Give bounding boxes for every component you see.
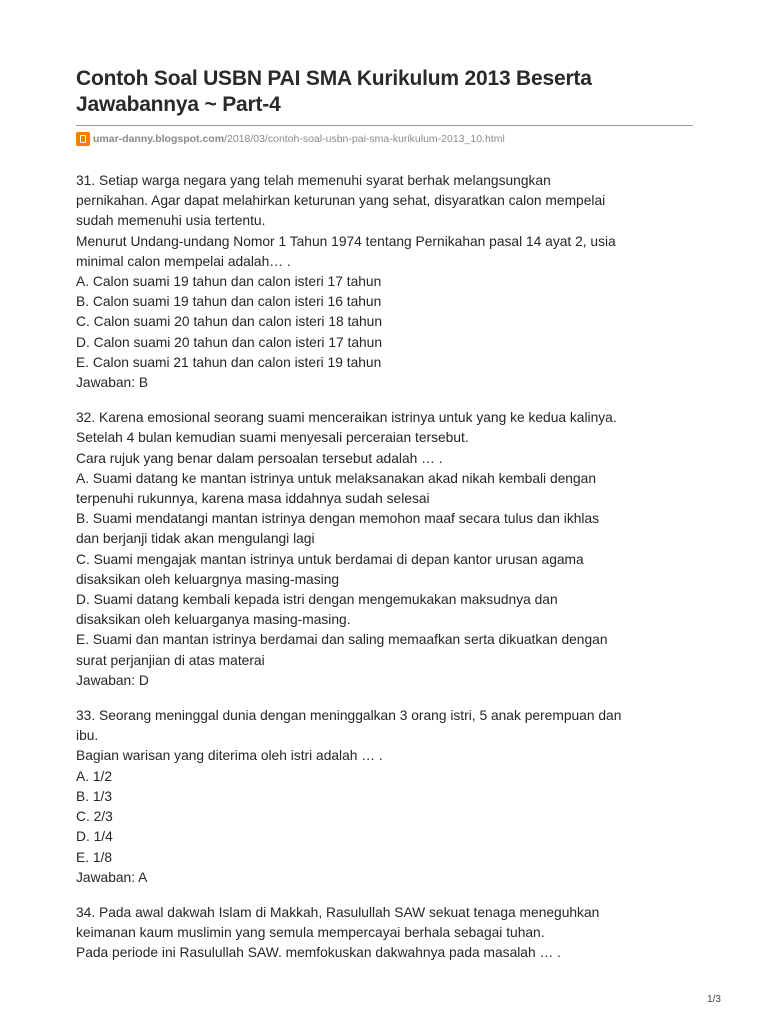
- page-title: Contoh Soal USBN PAI SMA Kurikulum 2013 Beserta Jawabannya ~ Part-4: [76, 67, 592, 116]
- question-line: Pada periode ini Rasulullah SAW. memfokuskan dakwahnya pada masalah … .: [76, 945, 561, 961]
- question-line: Jawaban: B: [76, 375, 149, 391]
- question-block: [76, 706, 696, 888]
- questions-list: [76, 171, 696, 964]
- question-line: B. 1/3: [76, 788, 113, 804]
- question-line: minimal calon mempelai adalah… .: [76, 253, 291, 269]
- question-line: B. Calon suami 19 tahun dan calon isteri 16 tahun: [76, 294, 382, 310]
- question-line: E. 1/8: [76, 849, 113, 865]
- question-line: dan berjanji tidak akan mengulangi lagi: [76, 531, 315, 547]
- question-line: D. Calon suami 20 tahun dan calon isteri 17 tahun: [76, 334, 383, 350]
- question-line: A. Suami datang ke mantan istrinya untuk melaksanakan akad nikah kembali dengan: [76, 470, 596, 486]
- question-line: E. Suami dan mantan istrinya berdamai dan saling memaafkan serta dikuatkan dengan: [76, 632, 608, 648]
- question-block: [76, 171, 696, 393]
- question-line: 32. Karena emosional seorang suami menceraikan istrinya untuk yang ke kedua kalinya.: [76, 410, 617, 426]
- question-line: surat perjanjian di atas materai: [76, 652, 265, 668]
- document-page: [76, 66, 696, 979]
- question-line: Jawaban: D: [76, 672, 149, 688]
- question-line: keimanan kaum muslimin yang semula mempercayai berhala sebagai tuhan.: [76, 925, 545, 941]
- question-line: terpenuhi rukunnya, karena masa iddahnya sudah selesai: [76, 491, 430, 507]
- source-domain[interactable]: umar-danny.blogspot.com: [93, 133, 225, 145]
- question-line: Cara rujuk yang benar dalam persoalan tersebut adalah … .: [76, 450, 443, 466]
- page-number: 1/3: [707, 994, 721, 1005]
- question-line: C. Suami mengajak mantan istrinya untuk berdamai di depan kantor urusan agama: [76, 551, 584, 567]
- question-block: [76, 903, 696, 964]
- question-line: pernikahan. Agar dapat melahirkan keturunan yang sehat, disyaratkan calon mempelai: [76, 193, 606, 209]
- question-line: C. Calon suami 20 tahun dan calon isteri 18 tahun: [76, 314, 383, 330]
- question-line: Jawaban: A: [76, 869, 148, 885]
- question-line: 33. Seorang meninggal dunia dengan meninggalkan 3 orang istri, 5 anak perempuan dan: [76, 708, 622, 724]
- question-line: C. 2/3: [76, 809, 113, 825]
- title-divider: [76, 125, 693, 126]
- question-line: B. Suami mendatangi mantan istrinya dengan memohon maaf secara tulus dan ikhlas: [76, 511, 600, 527]
- source-path[interactable]: /2018/03/contoh-soal-usbn-pai-sma-kurikulum-2013_10.html: [224, 133, 505, 145]
- question-line: D. 1/4: [76, 829, 113, 845]
- question-line: ibu.: [76, 728, 99, 744]
- question-line: D. Suami datang kembali kepada istri dengan mengemukakan maksudnya dan: [76, 592, 558, 608]
- question-line: 31. Setiap warga negara yang telah memenuhi syarat berhak melangsungkan: [76, 173, 551, 188]
- question-line: disaksikan oleh keluargnya masing-masing: [76, 571, 340, 587]
- question-block: [76, 408, 696, 691]
- question-line: Bagian warisan yang diterima oleh istri adalah … .: [76, 748, 383, 764]
- question-line: 34. Pada awal dakwah Islam di Makkah, Rasulullah SAW sekuat tenaga meneguhkan: [76, 904, 600, 920]
- question-line: Menurut Undang-undang Nomor 1 Tahun 1974 tentang Pernikahan pasal 14 ayat 2, usia: [76, 233, 616, 249]
- question-line: Setelah 4 bulan kemudian suami menyesali perceraian tersebut.: [76, 430, 469, 446]
- blogger-icon: [76, 132, 90, 146]
- question-line: A. 1/2: [76, 768, 113, 784]
- question-line: sudah memenuhi usia tertentu.: [76, 213, 266, 229]
- question-line: A. Calon suami 19 tahun dan calon isteri 17 tahun: [76, 274, 382, 290]
- question-line: E. Calon suami 21 tahun dan calon isteri 19 tahun: [76, 354, 382, 370]
- question-line: disaksikan oleh keluarganya masing-masing.: [76, 612, 351, 628]
- source-url[interactable]: [76, 132, 696, 146]
